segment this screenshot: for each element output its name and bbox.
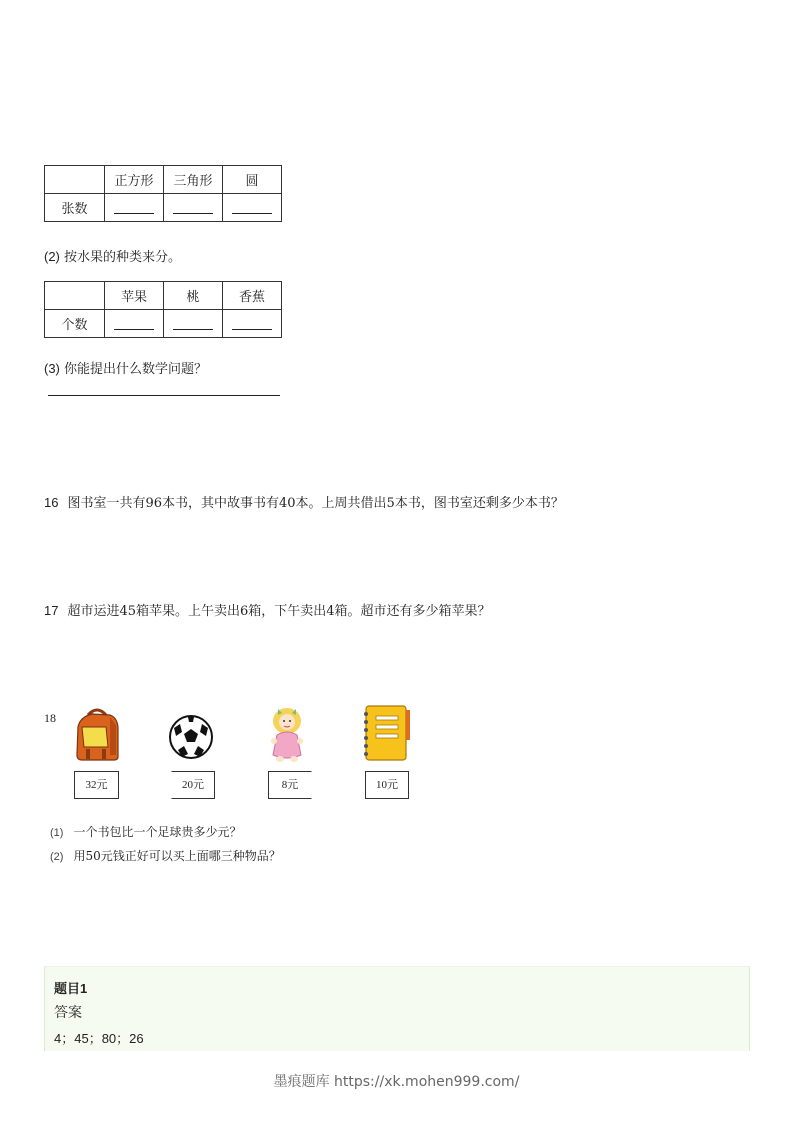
table-header-cell [45, 166, 105, 194]
question-text: 超市运进45箱苹果。上午卖出6箱，下午卖出4箱。超市还有多少箱苹果？ [67, 604, 491, 619]
backpack-icon [72, 705, 122, 763]
part-text: 按水果的种类来分。 [64, 250, 182, 265]
question-15-part-3 [44, 358, 207, 377]
question-text: 图书室一共有96本书，其中故事书有40本。上周共借出5本书，图书室还剩多少本书？ [67, 496, 564, 511]
question-16 [44, 492, 564, 511]
answer-line[interactable] [48, 395, 280, 396]
table-header-cell: 圆 [223, 166, 282, 194]
answer-value: 4；45；80；26 [54, 1031, 144, 1046]
part-label: (1) [50, 827, 64, 839]
answer-blank[interactable] [232, 317, 272, 330]
part-label: (2) [50, 851, 64, 863]
answer-blank[interactable] [173, 201, 213, 214]
answer-blank[interactable] [232, 201, 272, 214]
doll-icon [266, 705, 308, 763]
price-label: 20元 [171, 771, 215, 799]
row-label: 个数 [45, 310, 105, 338]
footer-watermark: 墨痕题库 https://xk.mohen999.com/ [273, 1074, 520, 1090]
table-header-cell: 三角形 [164, 166, 223, 194]
price-label: 8元 [268, 771, 312, 799]
question-15-part-2 [44, 246, 181, 265]
price-label: 10元 [365, 771, 409, 799]
answer-label: 答案 [54, 1004, 82, 1020]
part-text: 你能提出什么数学问题？ [64, 362, 208, 377]
table-header-cell: 正方形 [105, 166, 164, 194]
table-header-cell: 苹果 [105, 282, 164, 310]
answer-blank[interactable] [114, 317, 154, 330]
price-label: 32元 [74, 771, 119, 799]
fruit-count-table [44, 281, 282, 338]
question-18-part-1 [50, 823, 241, 840]
shape-count-table [44, 165, 282, 222]
answer-blank[interactable] [173, 317, 213, 330]
part-text: 用50元钱正好可以买上面哪三种物品？ [73, 849, 281, 863]
question-18-part-2 [50, 847, 281, 864]
answer-title: 题目1 [54, 981, 88, 996]
table-header-cell: 桃 [164, 282, 223, 310]
question-number: 17 [44, 603, 59, 618]
answer-blank[interactable] [114, 201, 154, 214]
table-header-cell: 香蕉 [223, 282, 282, 310]
part-label: (3) [44, 361, 60, 376]
soccer-ball-icon [168, 714, 214, 760]
row-label: 张数 [45, 194, 105, 222]
part-label: (2) [44, 249, 60, 264]
table-header-cell [45, 282, 105, 310]
question-number: 16 [44, 495, 59, 510]
answer-panel [44, 966, 750, 1051]
question-17 [44, 600, 491, 619]
question-number: 18 [44, 711, 56, 725]
notebook-icon [360, 704, 412, 762]
part-text: 一个书包比一个足球贵多少元？ [73, 825, 242, 839]
